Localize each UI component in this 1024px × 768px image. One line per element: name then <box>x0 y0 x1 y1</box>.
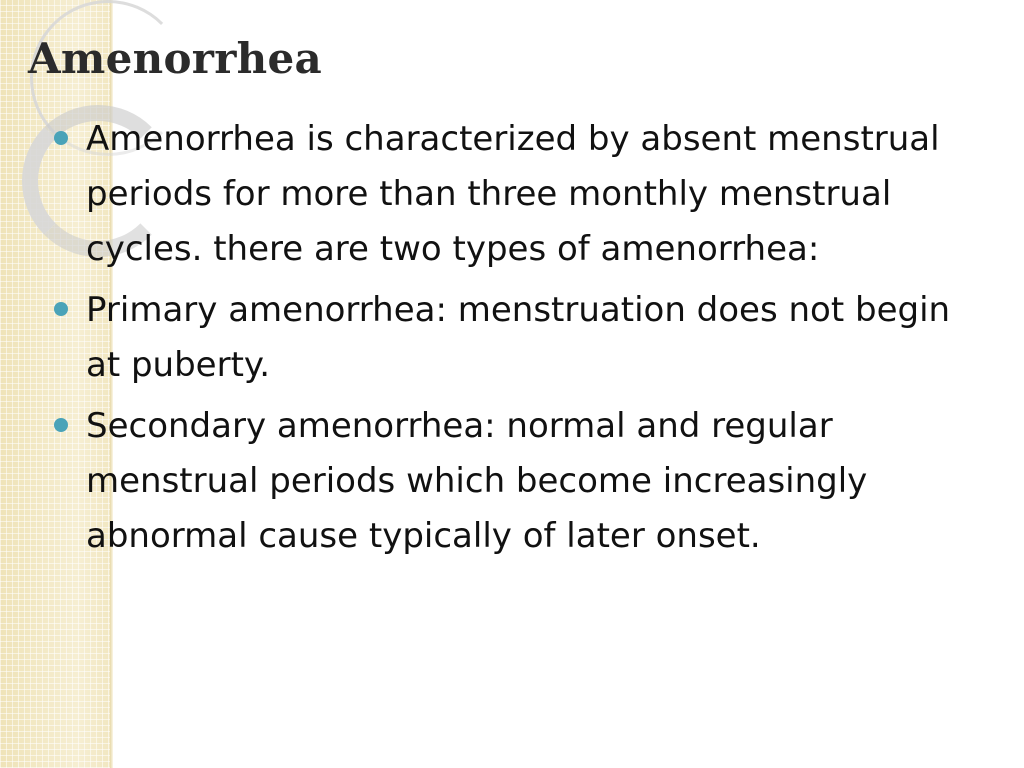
bullet-dot-icon <box>54 418 68 432</box>
bullet-text: Amenorrhea is characterized by absent menstrual periods for more than three monthly menstrual cycles. there are two types of amenorrhea: <box>86 119 940 269</box>
bullet-item-primary <box>54 283 954 393</box>
bullet-list <box>54 112 954 570</box>
bullet-text: Secondary amenorrhea: normal and regular menstrual periods which become increasingly abnormal cause typically of later onset. <box>86 406 868 556</box>
bullet-dot-icon <box>54 302 68 316</box>
slide-title: Amenorrhea <box>28 34 323 83</box>
bullet-dot-icon <box>54 131 68 145</box>
bullet-item-definition <box>54 112 954 277</box>
bullet-item-secondary <box>54 399 954 564</box>
bullet-text: Primary amenorrhea: menstruation does not begin at puberty. <box>86 290 951 385</box>
